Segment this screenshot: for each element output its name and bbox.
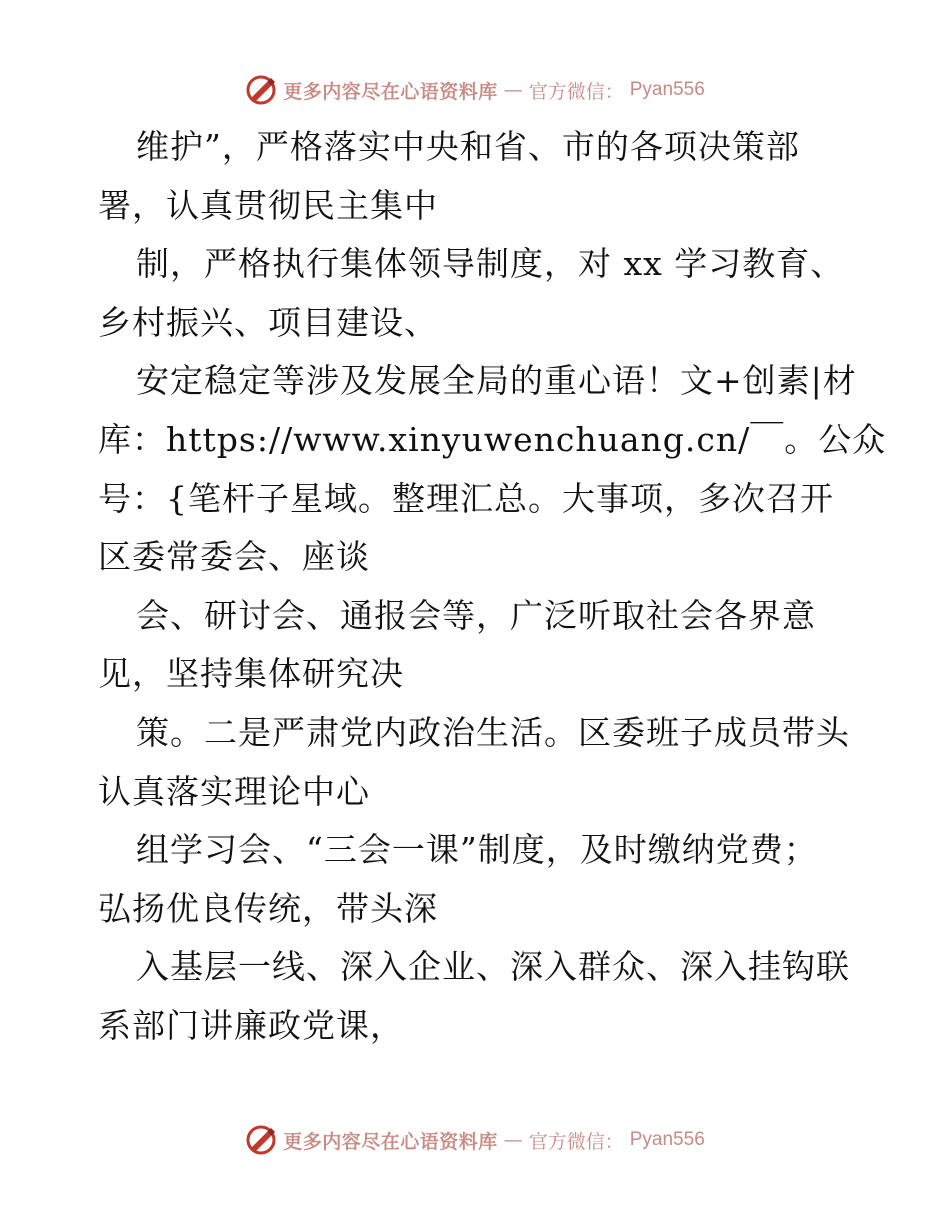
pen-logo-icon [245,1124,277,1156]
text-line: 组学习会、“三会一课”制度，及时缴纳党费； [136,830,818,870]
text-line: 系部门讲廉政党课， [98,1005,404,1045]
watermark-wechat-id: Pyan556 [629,1129,705,1150]
text-line: 署，认真贯彻民主集中 [98,185,438,225]
watermark-separator: — [503,1129,523,1151]
text-line: 安定稳定等涉及发展全局的重心语！文+创素|材 [136,361,857,401]
text-line: 策。二是严肃党内政治生活。区委班子成员带头 [136,712,850,752]
watermark-separator: — [503,79,523,101]
header-watermark-content [245,74,705,106]
text-line: 弘扬优良传统，带头深 [98,888,438,928]
text-line: 维护”，严格落实中央和省、市的各项决策部 [136,127,800,166]
pen-logo-icon [245,74,277,106]
watermark-wechat-id: Pyan556 [629,79,705,100]
footer-watermark-content [245,1124,705,1156]
text-line: 区委常委会、座谈 [98,537,370,577]
watermark-main-text: 更多内容尽在心语资料库 [283,1130,498,1153]
watermark-main-text: 更多内容尽在心语资料库 [283,80,498,103]
text-line: 见，坚持集体研究决 [98,654,404,694]
document-body [98,118,898,1056]
footer-watermark [0,1120,950,1160]
header-watermark [0,70,950,110]
text-line: 制，严格执行集体领导制度，对 xx 学习教育、 [136,244,845,284]
text-line: 入基层一线、深入企业、深入群众、深入挂钩联 [136,947,850,987]
watermark-wechat-label: 官方微信： [528,1130,624,1153]
text-line: 乡村振兴、项目建设、 [98,302,438,342]
watermark-wechat-label: 官方微信： [528,80,624,103]
text-line: 会、研讨会、通报会等，广泛听取社会各界意 [136,595,816,635]
text-line: 库：https://www.xinyuwenchuang.cn/￣。公众 [98,419,887,459]
text-line: 认真落实理论中心 [98,771,370,811]
text-line: 号：{笔杆子星域。整理汇总。大事项，多次召开 [98,478,834,518]
